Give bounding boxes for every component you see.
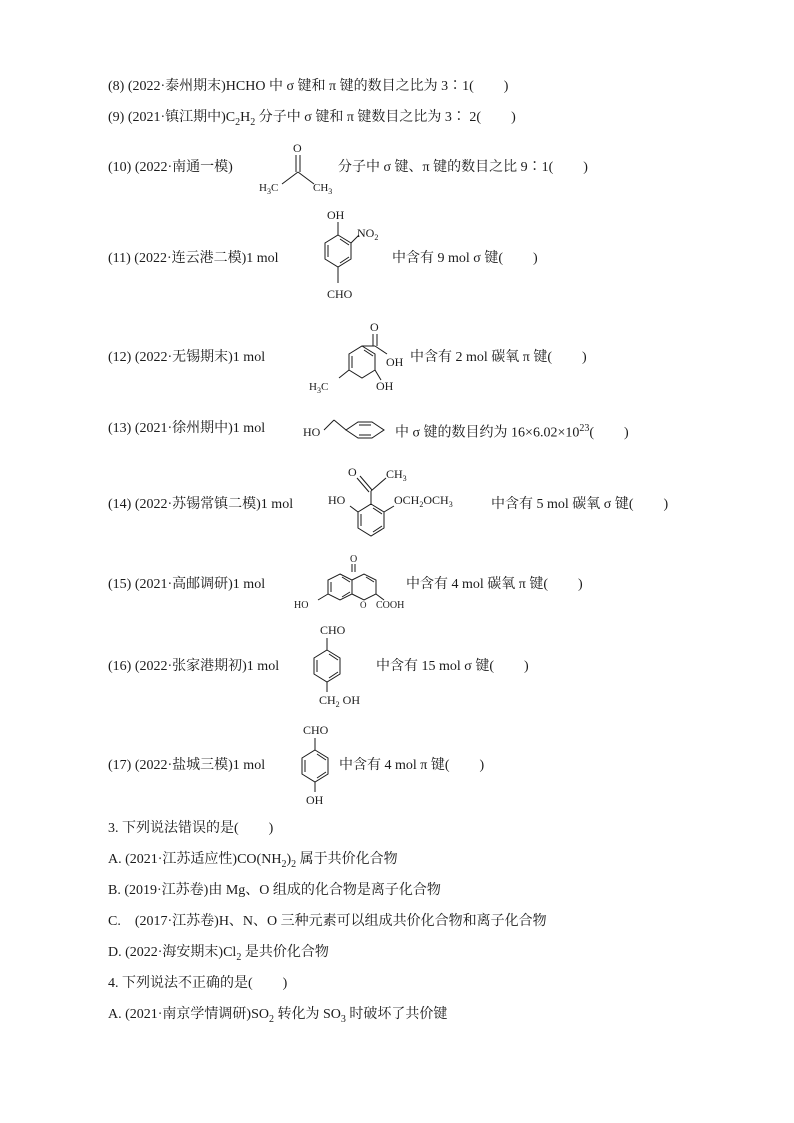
question-9 [108,109,516,132]
svg-text:CH2 OH [319,693,360,709]
q4-a-prefix: A. (2021·南京学情调研)SO [108,1007,269,1022]
q15-close-paren: ) [578,577,583,592]
q12-h: H [309,381,317,393]
q8-close-paren: ) [503,79,509,94]
svg-text:CH3 [313,182,332,196]
q10-c: C [270,182,279,194]
q11-prefix: (11) (2022·连云港二模)1 mol [108,251,279,266]
q13-ho: HO [303,425,321,439]
q4-a-sub2: 3 [340,1013,346,1025]
q9-prefix: (9) (2021·镇江期中)C [108,110,236,125]
q12-oh2: OH [376,379,394,393]
question-12-rest [410,349,587,367]
question-13 [108,420,265,438]
q12-oh1: OH [386,355,404,369]
question-3-option-d [108,944,329,967]
q14-prefix: (14) (2022·苏锡常镇二模)1 mol [108,497,294,512]
q13-close-paren: ) [624,425,629,441]
chromone-carboxylic-acid-structure [292,550,410,612]
q3-a-sub2: 2 [291,858,297,870]
question-10 [108,159,233,177]
q12-rest: 中含有 2 mol 碳氧 π 键( [410,350,553,365]
q16-ch-sub: 2 [335,700,340,709]
q11-cho: CHO [327,287,353,301]
q12-close-paren: ) [582,350,587,365]
q3-close-paren: ) [268,821,274,836]
hydroxymethyl-benzaldehyde-structure [305,620,385,712]
q10-h: H [259,182,267,194]
question-4-stem [108,975,287,993]
q11-rest: 中含有 9 mol σ 键( [392,251,503,266]
q3-d-prefix: D. (2022·海安期末)Cl [108,945,237,960]
q12-h-sub: 3 [316,386,321,395]
q14-ch: CH [386,467,403,481]
question-15-rest [406,576,583,594]
q16-prefix: (16) (2022·张家港期初)1 mol [108,659,280,674]
question-17-rest [339,757,484,775]
q10-close-paren: ) [583,160,588,175]
q4-close-paren: ) [282,976,288,991]
question-3-option-c [108,913,547,931]
question-11-rest [392,250,538,268]
q13-sup: 23 [579,423,590,434]
q13-prefix: (13) (2021·徐州期中)1 mol [108,421,266,436]
q17-cho: CHO [303,723,329,737]
q17-close-paren: ) [479,758,485,773]
q15-ring-o: O [360,600,367,610]
q9-sub2: 2 [250,116,256,128]
q10-prefix: (10) (2022·南通一模) [108,160,233,175]
question-10-rest [338,159,588,177]
q4-a-mid: 转化为 SO [274,1007,341,1022]
q4-a-rest: 时破坏了共价键 [345,1007,448,1022]
question-3-stem [108,820,273,838]
q9-rest: 分子中 σ 键和 π 键数目之比为 3∶ 2( [255,110,482,125]
svg-text:NO2 [357,226,378,242]
q3-b: B. (2019·江苏卷)由 Mg、O 组成的化合物是离子化合物 [108,883,441,898]
question-14-rest [491,496,668,514]
q17-rest: 中含有 4 mol π 键( [339,758,450,773]
q13-rest: 中 σ 键的数目约为 16×6.02×10 [395,425,580,441]
q15-rest: 中含有 4 mol 碳氧 π 键( [406,577,549,592]
question-8 [108,78,508,96]
question-4-option-a [108,1006,447,1029]
q14-ho: HO [328,493,346,507]
svg-text:H3C [259,182,278,196]
q12-prefix: (12) (2022·无锡期末)1 mol [108,350,266,365]
acetophenone-derivative-structure [326,462,491,548]
q11-oh: OH [327,208,345,222]
q3-a-prefix: A. (2021·江苏适应性)CO(NH [108,852,282,867]
svg-text:H3C [309,381,328,395]
q3-a-rest: 属于共价化合物 [296,852,398,867]
q14-och: OCH [394,493,420,507]
question-16-rest [376,658,529,676]
q9-close-paren: ) [511,110,516,125]
q16-close-paren: ) [524,659,529,674]
question-3-option-a [108,851,398,874]
q4-stem: 4. 下列说法不正确的是( [108,976,253,991]
q3-a-mid: ) [286,852,292,867]
q10-ch: CH [313,182,329,194]
q9-sub1: 2 [235,116,241,128]
q14-och3: OCH [423,493,449,507]
question-13-rest [395,420,629,443]
question-14 [108,496,293,514]
q16-cho: CHO [320,623,346,637]
question-11 [108,250,279,268]
q3-a-sub1: 2 [281,858,287,870]
q10-o-label: O [293,141,302,155]
q10-h-sub: 3 [266,187,271,196]
nitro-hydroxybenzaldehyde-structure [305,205,395,305]
q11-close-paren: ) [533,251,538,266]
question-12 [108,349,265,367]
svg-text:OCH2OCH3 [394,493,453,509]
q12-o: O [370,320,379,334]
q3-stem: 3. 下列说法错误的是( [108,821,239,836]
q14-ch-sub: 3 [402,474,407,483]
q16-ch: CH [319,693,336,707]
q14-och3-sub: 3 [448,500,453,509]
q10-rest: 分子中 σ 键、π 键的数目之比 9∶1( [338,160,554,175]
q14-o: O [348,465,357,479]
question-3-option-b [108,882,441,900]
q14-close-paren: ) [663,497,669,512]
q8-text: (8) (2022·泰州期末)HCHO 中 σ 键和 π 键的数目之比为 3∶1( [108,79,474,94]
svg-text:CH3 [386,467,407,483]
question-17 [108,757,265,775]
q3-d-sub: 2 [236,951,242,963]
q17-oh: OH [306,793,324,807]
methylsalicylic-acid-structure [305,318,415,396]
q14-rest: 中含有 5 mol 碳氧 σ 键( [491,497,634,512]
q16-rest: 中含有 15 mol σ 键( [376,659,494,674]
q3-c: C. (2017·江苏卷)H、N、O 三种元素可以组成共价化合物和离子化合物 [108,914,547,929]
q16-oh: OH [342,693,361,707]
q4-a-sub1: 2 [269,1013,274,1025]
q12-c: C [320,381,329,393]
q17-prefix: (17) (2022·盐城三模)1 mol [108,758,266,773]
q9-mid: H [240,110,251,125]
q11-no: NO [357,226,375,240]
q13-open-paren: ( [589,425,595,441]
q14-och-sub: 2 [419,500,424,509]
benzyl-alcohol-structure [300,405,395,450]
question-15 [108,576,265,594]
q15-o: O [350,554,358,565]
question-16 [108,658,279,676]
q15-prefix: (15) (2021·高邮调研)1 mol [108,577,266,592]
q15-cooh: COOH [376,600,405,611]
q15-ho: HO [294,600,309,611]
q10-ch-sub: 3 [328,187,333,196]
q3-d-rest: 是共价化合物 [241,945,329,960]
q11-no-sub: 2 [374,233,379,242]
acetone-structure [255,138,345,196]
